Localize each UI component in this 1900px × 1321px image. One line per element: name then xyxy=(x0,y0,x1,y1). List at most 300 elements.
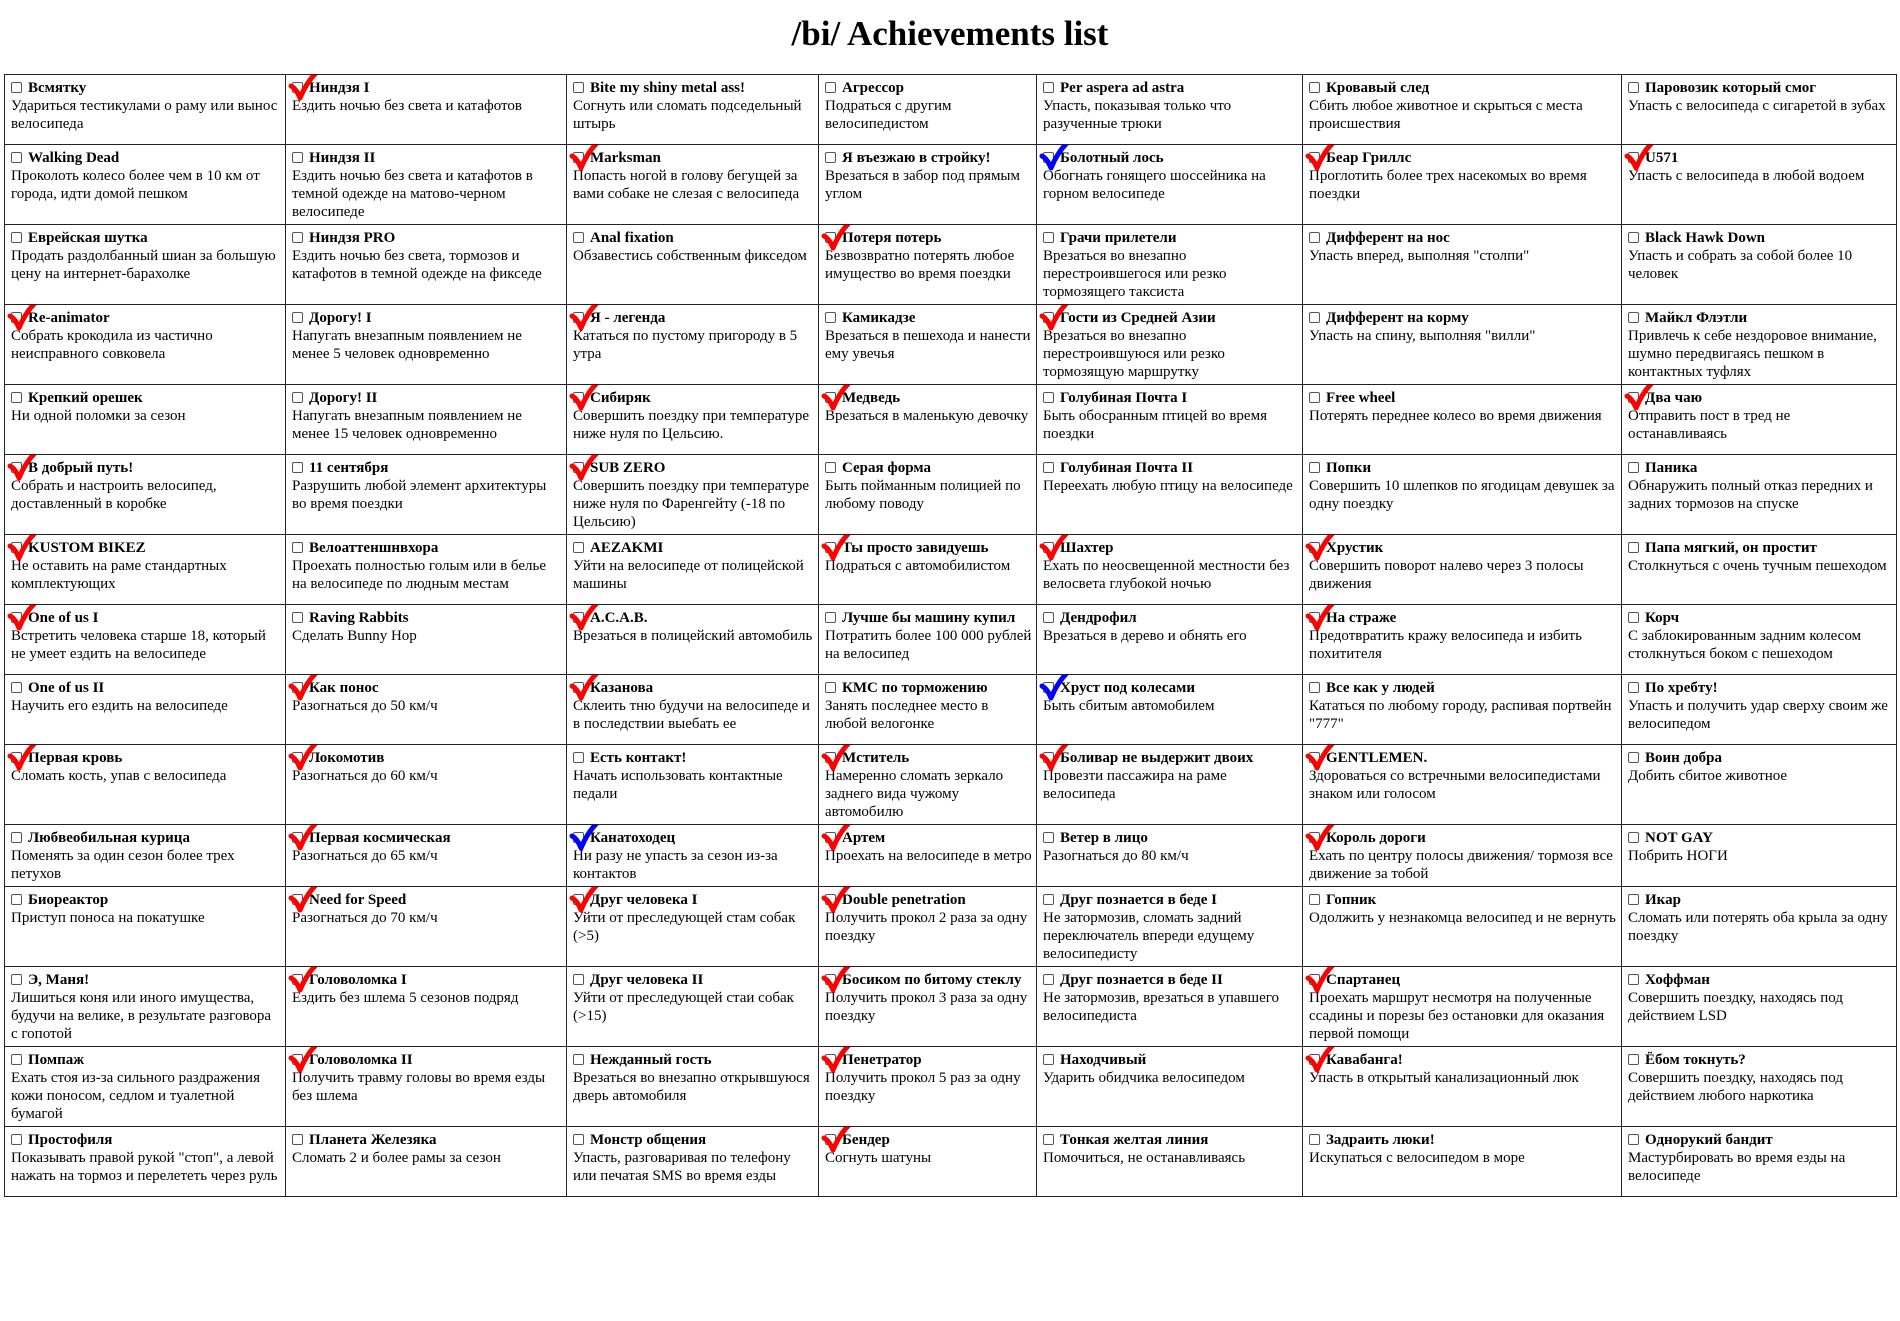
achievement-checkbox[interactable] xyxy=(292,392,303,403)
achievement-checkbox[interactable] xyxy=(1309,752,1320,763)
achievement-description: Занять последнее место в любой велогонке xyxy=(825,698,989,732)
achievement-checkbox[interactable] xyxy=(825,1134,836,1145)
achievement-description: Упасть с велосипеда в любой водоем xyxy=(1628,168,1865,184)
achievement-cell xyxy=(567,675,819,745)
achievement-checkbox[interactable] xyxy=(1309,392,1320,403)
achievement-cell xyxy=(819,1127,1037,1197)
achievement-description: Склеить тню будучи на велосипеде и в последствии выебать ее xyxy=(573,698,810,732)
achievement-title: Канатоходец xyxy=(590,830,676,846)
achievement-checkbox[interactable] xyxy=(1628,974,1639,985)
achievement-checkbox[interactable] xyxy=(11,312,22,323)
achievement-title: A.C.A.B. xyxy=(590,610,648,626)
achievement-checkbox[interactable] xyxy=(1043,894,1054,905)
achievement-title: Ниндзя I xyxy=(309,80,370,96)
achievement-cell xyxy=(286,225,567,305)
achievement-checkbox[interactable] xyxy=(1043,1054,1054,1065)
achievement-cell xyxy=(567,745,819,825)
achievement-checkbox[interactable] xyxy=(1043,974,1054,985)
achievement-description: С заблокированным задним колесом столкнуться боком с пешеходом xyxy=(1628,628,1862,662)
achievement-title: Э, Маня! xyxy=(28,972,90,988)
achievement-cell xyxy=(1622,825,1897,887)
achievement-description: Собрать и настроить велосипед, доставленный в коробке xyxy=(11,478,217,512)
achievement-cell xyxy=(286,535,567,605)
achievement-title: Болотный лось xyxy=(1060,150,1164,166)
achievement-title: Ниндзя PRO xyxy=(309,230,396,246)
achievement-title: Майкл Флэтли xyxy=(1645,310,1748,326)
achievement-description: Быть обосранным птицей во время поездки xyxy=(1043,408,1267,442)
achievement-title: Мститель xyxy=(842,750,910,766)
achievement-description: Разогнаться до 60 км/ч xyxy=(292,768,438,784)
achievement-checkbox[interactable] xyxy=(1309,462,1320,473)
achievement-checkbox[interactable] xyxy=(292,312,303,323)
achievement-title: Все как у людей xyxy=(1326,680,1435,696)
table-row xyxy=(5,535,1897,605)
achievement-description: Совершить 10 шлепков по ягодицам девушек за одну поездку xyxy=(1309,478,1615,512)
achievement-title: Босиком по битому стеклу xyxy=(842,972,1022,988)
achievement-description: Ехать по центру полосы движения/ тормозя все движение за тобой xyxy=(1309,848,1613,882)
achievement-description: Ударить обидчика велосипедом xyxy=(1043,1070,1245,1086)
achievement-title: Попки xyxy=(1326,460,1372,476)
achievement-cell xyxy=(1622,385,1897,455)
achievement-description: Намеренно сломать зеркало заднего вида чужому автомобилю xyxy=(825,768,1004,820)
achievement-description: Получить травму головы во время езды без шлема xyxy=(292,1070,546,1104)
achievement-title: Локомотив xyxy=(309,750,385,766)
achievement-title: Double penetration xyxy=(842,892,966,908)
achievement-checkbox[interactable] xyxy=(825,82,836,93)
achievement-cell xyxy=(819,675,1037,745)
achievement-checkbox[interactable] xyxy=(1628,542,1639,553)
achievement-title: Камикадзе xyxy=(842,310,916,326)
achievement-description: Потратить более 100 000 рублей на велосипед xyxy=(825,628,1032,662)
achievement-title: Дорогу! I xyxy=(309,310,372,326)
achievement-cell xyxy=(1622,455,1897,535)
achievement-checkbox[interactable] xyxy=(11,612,22,623)
achievement-description: Начать использовать контактные педали xyxy=(573,768,783,802)
achievement-cell xyxy=(286,1127,567,1197)
achievement-checkbox[interactable] xyxy=(1309,1054,1320,1065)
achievement-checkbox[interactable] xyxy=(1043,312,1054,323)
achievement-description: Не затормозив, врезаться в упавшего велосипедиста xyxy=(1043,990,1280,1024)
achievement-title: Медведь xyxy=(842,390,901,406)
achievement-title: NOT GAY xyxy=(1645,830,1713,846)
achievement-checkbox[interactable] xyxy=(1628,682,1639,693)
achievement-checkbox[interactable] xyxy=(573,1134,584,1145)
achievement-description: Врезаться в забор под прямым углом xyxy=(825,168,1021,202)
achievement-cell xyxy=(1037,535,1303,605)
achievement-cell xyxy=(5,225,286,305)
achievement-description: Врезаться во внезапно перестроившегося или резко тормозящего таксиста xyxy=(1043,248,1227,300)
achievement-checkbox[interactable] xyxy=(825,232,836,243)
achievement-cell xyxy=(1037,605,1303,675)
achievement-description: Совершить поездку при температуре ниже нуля по Цельсию. xyxy=(573,408,810,442)
achievement-checkbox[interactable] xyxy=(11,462,22,473)
achievement-cell xyxy=(286,1047,567,1127)
achievement-checkbox[interactable] xyxy=(573,312,584,323)
achievement-checkbox[interactable] xyxy=(1309,232,1320,243)
achievement-checkbox[interactable] xyxy=(1043,682,1054,693)
achievement-checkbox[interactable] xyxy=(1628,832,1639,843)
achievement-checkbox[interactable] xyxy=(292,894,303,905)
achievement-checkbox[interactable] xyxy=(292,232,303,243)
achievement-description: Провезти пассажира на раме велосипеда xyxy=(1043,768,1227,802)
achievement-cell xyxy=(5,145,286,225)
achievement-title: Воин добра xyxy=(1645,750,1722,766)
achievement-checkbox[interactable] xyxy=(1043,232,1054,243)
achievement-title: Гости из Средней Азии xyxy=(1060,310,1216,326)
achievement-description: Кататься по любому городу, распивая портвейн "777" xyxy=(1309,698,1612,732)
achievement-checkbox[interactable] xyxy=(1309,312,1320,323)
achievement-description: Согнуть или сломать подседельный штырь xyxy=(573,98,802,132)
achievement-checkbox[interactable] xyxy=(11,752,22,763)
achievement-checkbox[interactable] xyxy=(825,392,836,403)
achievement-checkbox[interactable] xyxy=(1628,1054,1639,1065)
achievement-description: Уйти на велосипеде от полицейской машины xyxy=(573,558,804,592)
achievement-description: Получить прокол 5 раз за одну поездку xyxy=(825,1070,1021,1104)
achievement-title: Ёбом токнуть? xyxy=(1645,1052,1746,1068)
achievement-description: Разогнаться до 80 км/ч xyxy=(1043,848,1189,864)
achievement-description: Одолжить у незнакомца велосипед и не вернуть xyxy=(1309,910,1616,926)
achievement-cell xyxy=(1037,745,1303,825)
achievement-cell xyxy=(819,455,1037,535)
achievement-description: Переехать любую птицу на велосипеде xyxy=(1043,478,1293,494)
achievements-table xyxy=(4,74,1897,1197)
achievement-checkbox[interactable] xyxy=(1043,462,1054,473)
achievement-cell xyxy=(286,75,567,145)
achievement-cell xyxy=(5,1127,286,1197)
achievement-checkbox[interactable] xyxy=(1043,612,1054,623)
achievement-title: Серая форма xyxy=(842,460,931,476)
achievement-cell xyxy=(286,745,567,825)
achievement-title: Однорукий бандит xyxy=(1645,1132,1773,1148)
achievement-checkbox[interactable] xyxy=(1043,392,1054,403)
achievement-checkbox[interactable] xyxy=(573,974,584,985)
achievement-checkbox[interactable] xyxy=(292,462,303,473)
achievement-description: Упасть вперед, выполняя "столпи" xyxy=(1309,248,1530,264)
table-row xyxy=(5,887,1897,967)
achievement-title: Папа мягкий, он простит xyxy=(1645,540,1817,556)
achievement-title: Планета Железяка xyxy=(309,1132,437,1148)
table-row xyxy=(5,825,1897,887)
achievement-cell xyxy=(1037,675,1303,745)
achievement-checkbox[interactable] xyxy=(1309,612,1320,623)
achievement-title: One of us II xyxy=(28,680,105,696)
achievement-title: One of us I xyxy=(28,610,99,626)
achievement-checkbox[interactable] xyxy=(1043,1134,1054,1145)
achievement-checkbox[interactable] xyxy=(573,894,584,905)
achievement-description: Удариться тестикулами о раму или вынос велосипеда xyxy=(11,98,278,132)
achievement-cell xyxy=(5,535,286,605)
achievement-checkbox[interactable] xyxy=(1628,232,1639,243)
achievement-cell xyxy=(567,1047,819,1127)
table-row xyxy=(5,1127,1897,1197)
achievement-checkbox[interactable] xyxy=(825,542,836,553)
achievement-checkbox[interactable] xyxy=(1309,152,1320,163)
achievement-description: Ездить ночью без света, тормозов и катафотов в темной одежде на фикседе xyxy=(292,248,542,282)
achievement-description: Не затормозив, сломать задний переключатель впереди едущему велосипедисту xyxy=(1043,910,1255,962)
achievement-checkbox[interactable] xyxy=(825,832,836,843)
achievement-checkbox[interactable] xyxy=(1628,392,1639,403)
achievement-description: Встретить человека старше 18, который не умеет ездить на велосипеде xyxy=(11,628,266,662)
achievement-checkbox[interactable] xyxy=(1043,82,1054,93)
achievement-checkbox[interactable] xyxy=(1043,152,1054,163)
achievement-checkbox[interactable] xyxy=(825,752,836,763)
achievement-title: Находчивый xyxy=(1060,1052,1147,1068)
achievement-description: Упасть в открытый канализационный люк xyxy=(1309,1070,1579,1086)
achievement-checkbox[interactable] xyxy=(11,974,22,985)
achievement-checkbox[interactable] xyxy=(825,1054,836,1065)
achievement-description: Разогнаться до 70 км/ч xyxy=(292,910,438,926)
achievement-description: Уйти от преследующей стам собак (>5) xyxy=(573,910,796,944)
achievement-description: Совершить поворот налево через 3 полосы движения xyxy=(1309,558,1584,592)
achievement-title: На страже xyxy=(1326,610,1397,626)
achievement-checkbox[interactable] xyxy=(1628,752,1639,763)
achievement-cell xyxy=(567,225,819,305)
achievement-title: Корч xyxy=(1645,610,1680,626)
achievement-title: Голубиная Почта II xyxy=(1060,460,1194,476)
achievement-checkbox[interactable] xyxy=(1309,894,1320,905)
achievement-title: По хребту! xyxy=(1645,680,1718,696)
achievement-checkbox[interactable] xyxy=(573,152,584,163)
achievement-description: Ни одной поломки за сезон xyxy=(11,408,186,424)
achievement-title: КМС по торможению xyxy=(842,680,988,696)
achievement-checkbox[interactable] xyxy=(11,894,22,905)
table-row xyxy=(5,75,1897,145)
achievement-cell xyxy=(567,455,819,535)
achievement-checkbox[interactable] xyxy=(11,1054,22,1065)
achievement-title: Я - легенда xyxy=(590,310,666,326)
achievement-cell xyxy=(286,675,567,745)
achievement-checkbox[interactable] xyxy=(292,612,303,623)
achievement-description: Безвозвратно потерять любое имущество во время поездки xyxy=(825,248,1015,282)
achievement-cell xyxy=(567,967,819,1047)
achievement-cell xyxy=(286,145,567,225)
achievement-description: Ездить без шлема 5 сезонов подряд xyxy=(292,990,519,1006)
achievement-checkbox[interactable] xyxy=(1628,894,1639,905)
achievement-cell xyxy=(1303,745,1622,825)
achievement-checkbox[interactable] xyxy=(1043,752,1054,763)
achievement-title: Тонкая желтая линия xyxy=(1060,1132,1209,1148)
achievement-title: Бендер xyxy=(842,1132,890,1148)
achievement-checkbox[interactable] xyxy=(825,462,836,473)
table-row xyxy=(5,225,1897,305)
achievement-checkbox[interactable] xyxy=(11,682,22,693)
achievement-checkbox[interactable] xyxy=(573,612,584,623)
achievement-title: Два чаю xyxy=(1645,390,1703,406)
achievement-cell xyxy=(1037,825,1303,887)
achievement-checkbox[interactable] xyxy=(11,542,22,553)
achievement-checkbox[interactable] xyxy=(1628,152,1639,163)
achievement-checkbox[interactable] xyxy=(573,682,584,693)
achievement-title: Walking Dead xyxy=(28,150,120,166)
achievement-cell xyxy=(819,145,1037,225)
achievement-cell xyxy=(819,605,1037,675)
achievement-title: Re-animator xyxy=(28,310,110,326)
achievement-checkbox[interactable] xyxy=(573,542,584,553)
achievement-checkbox[interactable] xyxy=(11,832,22,843)
achievement-description: Проколоть колесо более чем в 10 км от города, идти домой пешком xyxy=(11,168,260,202)
achievement-title: Паника xyxy=(1645,460,1698,476)
achievement-title: Пенетратор xyxy=(842,1052,922,1068)
achievement-description: Показывать правой рукой "стоп", а левой нажать на тормоз и перелететь через руль xyxy=(11,1150,278,1184)
achievement-cell xyxy=(1622,967,1897,1047)
achievement-title: Bite my shiny metal ass! xyxy=(590,80,745,96)
achievement-cell xyxy=(567,535,819,605)
achievement-checkbox[interactable] xyxy=(825,974,836,985)
achievement-cell xyxy=(5,745,286,825)
achievement-checkbox[interactable] xyxy=(11,392,22,403)
achievement-cell xyxy=(1622,305,1897,385)
achievement-description: Получить прокол 3 раза за одну поездку xyxy=(825,990,1028,1024)
achievement-cell xyxy=(1303,455,1622,535)
achievement-checkbox[interactable] xyxy=(573,1054,584,1065)
achievement-cell xyxy=(286,887,567,967)
achievement-description: Здороваться со встречными велосипедистами знаком или голосом xyxy=(1309,768,1601,802)
achievement-description: Быть пойманным полицией по любому поводу xyxy=(825,478,1021,512)
achievement-description: Отправить пост в тред не останавливаясь xyxy=(1628,408,1791,442)
achievement-description: Ехать по неосвещенной местности без велосвета глубокой ночью xyxy=(1043,558,1290,592)
achievement-checkbox[interactable] xyxy=(1309,82,1320,93)
achievement-cell xyxy=(1303,675,1622,745)
achievement-description: Приступ поноса на покатушке xyxy=(11,910,205,926)
achievement-description: Ездить ночью без света и катафотов в темной одежде на матово-черном велосипеде xyxy=(292,168,533,220)
achievement-title: Дорогу! II xyxy=(309,390,378,406)
achievement-checkbox[interactable] xyxy=(11,82,22,93)
achievement-checkbox[interactable] xyxy=(292,542,303,553)
achievement-description: Упасть, показывая только что разученные трюки xyxy=(1043,98,1232,132)
table-row xyxy=(5,1047,1897,1127)
achievement-title: Агрессор xyxy=(842,80,904,96)
achievement-title: Друг человека II xyxy=(590,972,704,988)
achievement-cell xyxy=(1303,535,1622,605)
achievement-title: Шахтер xyxy=(1060,540,1114,556)
achievement-checkbox[interactable] xyxy=(292,974,303,985)
achievement-title: Друг человека I xyxy=(590,892,698,908)
achievement-description: Проглотить более трех насекомых во время поездки xyxy=(1309,168,1587,202)
achievement-title: Ты просто завидуешь xyxy=(842,540,989,556)
achievement-description: Совершить поездку, находясь под действием LSD xyxy=(1628,990,1843,1024)
achievement-cell xyxy=(5,305,286,385)
achievement-cell xyxy=(819,305,1037,385)
achievement-checkbox[interactable] xyxy=(1309,1134,1320,1145)
achievement-checkbox[interactable] xyxy=(292,82,303,93)
achievement-checkbox[interactable] xyxy=(573,392,584,403)
achievement-title: Паровозик который смог xyxy=(1645,80,1817,96)
achievement-checkbox[interactable] xyxy=(573,462,584,473)
achievement-description: Упасть и получить удар сверху своим же велосипедом xyxy=(1628,698,1888,732)
achievement-cell xyxy=(819,745,1037,825)
achievement-description: Побрить НОГИ xyxy=(1628,848,1728,864)
achievement-checkbox[interactable] xyxy=(11,1134,22,1145)
achievement-title: Raving Rabbits xyxy=(309,610,409,626)
achievement-checkbox[interactable] xyxy=(1309,682,1320,693)
achievement-checkbox[interactable] xyxy=(573,82,584,93)
achievement-cell xyxy=(567,385,819,455)
achievement-checkbox[interactable] xyxy=(825,682,836,693)
achievement-cell xyxy=(819,967,1037,1047)
achievement-checkbox[interactable] xyxy=(1628,462,1639,473)
achievement-title: Per aspera ad astra xyxy=(1060,80,1185,96)
achievement-description: Упасть и собрать за собой более 10 человек xyxy=(1628,248,1853,282)
achievement-checkbox[interactable] xyxy=(292,832,303,843)
achievement-cell xyxy=(567,887,819,967)
achievement-checkbox[interactable] xyxy=(573,232,584,243)
achievement-title: Дифферент на нос xyxy=(1326,230,1450,246)
achievement-title: Кавабанга! xyxy=(1326,1052,1403,1068)
achievement-checkbox[interactable] xyxy=(825,152,836,163)
achievement-checkbox[interactable] xyxy=(11,232,22,243)
achievement-description: Привлечь к себе нездоровое внимание, шумно передвигаясь пешком в контактных туфлях xyxy=(1628,328,1877,380)
achievement-cell xyxy=(1303,75,1622,145)
achievement-cell xyxy=(5,385,286,455)
achievement-checkbox[interactable] xyxy=(1309,832,1320,843)
achievement-cell xyxy=(1622,225,1897,305)
achievement-checkbox[interactable] xyxy=(1043,542,1054,553)
achievement-checkbox[interactable] xyxy=(825,312,836,323)
achievement-description: Подраться с автомобилистом xyxy=(825,558,1011,574)
achievement-checkbox[interactable] xyxy=(573,752,584,763)
achievement-cell xyxy=(286,967,567,1047)
achievement-title: Ветер в лицо xyxy=(1060,830,1148,846)
achievement-checkbox[interactable] xyxy=(1628,612,1639,623)
achievement-cell xyxy=(1622,1047,1897,1127)
achievement-title: Спартанец xyxy=(1326,972,1401,988)
achievement-checkbox[interactable] xyxy=(292,1054,303,1065)
achievement-cell xyxy=(1622,675,1897,745)
achievement-cell xyxy=(1037,1127,1303,1197)
achievement-title: Нежданный гость xyxy=(590,1052,712,1068)
achievement-checkbox[interactable] xyxy=(1628,312,1639,323)
achievement-title: Anal fixation xyxy=(590,230,674,246)
achievement-checkbox[interactable] xyxy=(1309,974,1320,985)
achievement-title: Marksman xyxy=(590,150,661,166)
achievement-cell xyxy=(1303,825,1622,887)
achievement-checkbox[interactable] xyxy=(573,832,584,843)
achievement-cell xyxy=(1037,1047,1303,1127)
achievement-cell xyxy=(1303,385,1622,455)
achievement-checkbox[interactable] xyxy=(1043,832,1054,843)
achievement-title: Need for Speed xyxy=(309,892,407,908)
achievement-checkbox[interactable] xyxy=(1309,542,1320,553)
table-row xyxy=(5,605,1897,675)
achievement-cell xyxy=(1622,535,1897,605)
achievement-checkbox[interactable] xyxy=(1628,82,1639,93)
achievement-description: Проехать маршрут несмотря на полученные ссадины и порезы без остановки для оказания первой помощи xyxy=(1309,990,1605,1042)
achievement-cell xyxy=(819,887,1037,967)
achievement-checkbox[interactable] xyxy=(1628,1134,1639,1145)
achievement-checkbox[interactable] xyxy=(292,752,303,763)
achievement-title: В добрый путь! xyxy=(28,460,134,476)
achievement-description: Упасть, разговаривая по телефону или печатая SMS во время езды xyxy=(573,1150,791,1184)
achievement-checkbox[interactable] xyxy=(292,682,303,693)
achievement-description: Врезаться в маленькую девочку xyxy=(825,408,1029,424)
achievement-cell xyxy=(567,305,819,385)
achievement-checkbox[interactable] xyxy=(11,152,22,163)
achievement-cell xyxy=(1037,385,1303,455)
achievement-description: Уйти от преследующей стаи собак (>15) xyxy=(573,990,794,1024)
achievement-checkbox[interactable] xyxy=(292,1134,303,1145)
achievement-title: Икар xyxy=(1645,892,1681,908)
table-row xyxy=(5,305,1897,385)
achievement-checkbox[interactable] xyxy=(292,152,303,163)
achievement-title: Ниндзя II xyxy=(309,150,376,166)
achievement-cell xyxy=(567,75,819,145)
achievement-description: Кататься по пустому пригороду в 5 утра xyxy=(573,328,798,362)
achievement-description: Продать раздолбанный шиан за большую цену на интернет-барахолке xyxy=(11,248,276,282)
achievement-checkbox[interactable] xyxy=(825,894,836,905)
achievement-cell xyxy=(1037,455,1303,535)
achievement-checkbox[interactable] xyxy=(825,612,836,623)
achievement-description: Совершить поездку при температуре ниже нуля по Фаренгейту (-18 по Цельсию) xyxy=(573,478,810,530)
